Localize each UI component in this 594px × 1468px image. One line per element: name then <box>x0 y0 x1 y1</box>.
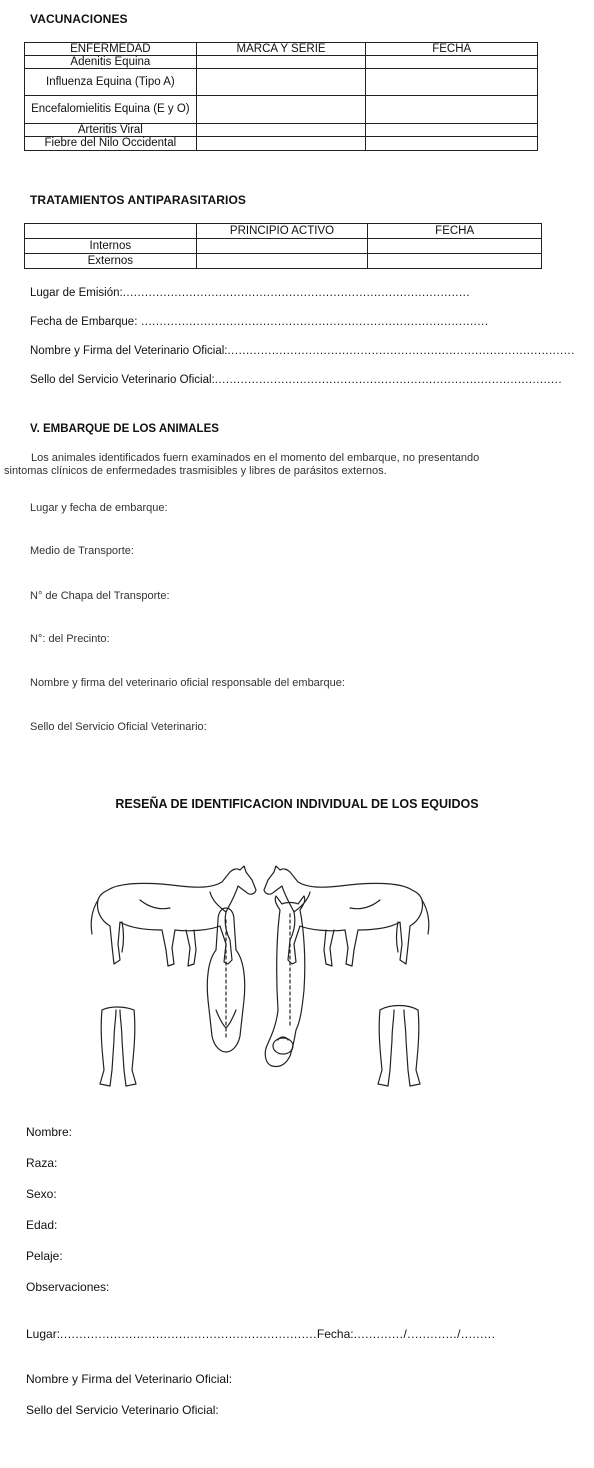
vet-seal-line[interactable]: Sello del Servicio Veterinario Oficial:.............................................................................................. <box>30 374 563 386</box>
emission-place-line[interactable]: Lugar de Emisión:.............................................................................................. <box>30 287 471 299</box>
horse-name-field: Nombre: <box>26 1125 73 1139</box>
horse-hind-legs-view <box>378 1006 420 1087</box>
embarque-title: V. EMBARQUE DE LOS ANIMALES <box>30 423 219 435</box>
shipment-date-label: Fecha de Embarque: <box>30 316 138 328</box>
vet-signature-line[interactable]: Nombre y Firma del Veterinario Oficial:.............................................................................................. <box>30 345 575 357</box>
active-ingredient-cell[interactable] <box>196 254 368 269</box>
antiparasitic-title: TRATAMIENTOS ANTIPARASITARIOS <box>30 193 247 207</box>
date-cell[interactable] <box>366 124 538 137</box>
date-cell[interactable] <box>366 69 538 96</box>
brand-serial-cell[interactable] <box>196 124 366 137</box>
vet-seal-label: Sello del Servicio Veterinario Oficial: <box>30 374 215 386</box>
date-cell[interactable] <box>366 96 538 124</box>
place-label: Lugar: <box>26 1327 61 1341</box>
date-label: Fecha: <box>316 1327 354 1341</box>
resena-title: RESEÑA DE IDENTIFICACION INDIVIDUAL DE LOS EQUIDOS <box>115 797 479 811</box>
coat-field: Pelaje: <box>26 1249 63 1263</box>
table-row <box>25 239 542 254</box>
resena-vet-signature: Nombre y Firma del Veterinario Oficial: <box>26 1372 233 1386</box>
vaccinations-title: VACUNACIONES <box>30 12 128 26</box>
horse-top-view <box>207 908 244 1052</box>
column-header: MARCA Y SERIE <box>196 43 366 56</box>
table-row <box>25 124 538 137</box>
embarque-vet-field: Nombre y firma del veterinario oficial responsable del embarque: <box>30 677 345 689</box>
vaccinations-table <box>24 42 538 151</box>
treatment-type-cell: Internos <box>25 239 197 254</box>
disease-cell: Adenitis Equina <box>25 56 197 69</box>
table-header-row <box>25 43 538 56</box>
brand-serial-cell[interactable] <box>196 56 366 69</box>
antiparasitic-table <box>24 223 542 269</box>
column-header: ENFERMEDAD <box>25 43 197 56</box>
disease-cell: Influenza Equina (Tipo A) <box>25 69 197 96</box>
brand-serial-cell[interactable] <box>196 137 366 151</box>
horse-diagram <box>80 860 440 1100</box>
shipment-date-line[interactable]: Fecha de Embarque: .............................................................................................. <box>30 316 489 328</box>
place-date-line[interactable]: Lugar:...................................................................Fecha:............./............./......... <box>26 1327 496 1341</box>
seal-number-field: N°: del Precinto: <box>30 633 110 645</box>
disease-cell: Arteritis Viral <box>25 124 197 137</box>
date-cell[interactable] <box>366 137 538 151</box>
date-cell[interactable] <box>368 239 542 254</box>
date-cell[interactable] <box>366 56 538 69</box>
table-row <box>25 69 538 96</box>
disease-cell: Fiebre del Nilo Occidental <box>25 137 197 151</box>
vet-signature-label: Nombre y Firma del Veterinario Oficial: <box>30 345 228 357</box>
table-row <box>25 254 542 269</box>
table-header-row <box>25 224 542 239</box>
embarque-place-date-field: Lugar y fecha de embarque: <box>30 502 168 514</box>
brand-serial-cell[interactable] <box>196 96 366 124</box>
column-header <box>25 224 197 239</box>
column-header: PRINCIPIO ACTIVO <box>196 224 368 239</box>
treatment-type-cell: Externos <box>25 254 197 269</box>
horse-front-legs-view <box>100 1007 136 1086</box>
transport-plate-field: N° de Chapa del Transporte: <box>30 590 170 602</box>
active-ingredient-cell[interactable] <box>196 239 368 254</box>
embarque-paragraph-line2: sintomas clínicos de enfermedades trasmisibles y libres de parásitos externos. <box>4 465 387 477</box>
resena-vet-seal: Sello del Servicio Veterinario Oficial: <box>26 1403 219 1417</box>
embarque-paragraph-line1: Los animales identificados fuern examinados en el momento del embarque, no presentando <box>31 452 480 464</box>
horse-right-side-view <box>264 866 429 966</box>
disease-cell: Encefalomielitis Equina (E y O) <box>25 96 197 124</box>
observations-field: Observaciones: <box>26 1280 110 1294</box>
table-row <box>25 56 538 69</box>
horse-front-face-view <box>265 896 305 1067</box>
column-header: FECHA <box>366 43 538 56</box>
sex-field: Sexo: <box>26 1187 57 1201</box>
embarque-seal-field: Sello del Servicio Oficial Veterinario: <box>30 721 207 733</box>
horse-left-side-view <box>91 866 256 966</box>
emission-place-label: Lugar de Emisión: <box>30 287 123 299</box>
brand-serial-cell[interactable] <box>196 69 366 96</box>
breed-field: Raza: <box>26 1156 58 1170</box>
table-row <box>25 137 538 151</box>
column-header: FECHA <box>368 224 542 239</box>
table-row <box>25 96 538 124</box>
date-cell[interactable] <box>368 254 542 269</box>
age-field: Edad: <box>26 1218 58 1232</box>
transport-means-field: Medio de Transporte: <box>30 545 134 557</box>
